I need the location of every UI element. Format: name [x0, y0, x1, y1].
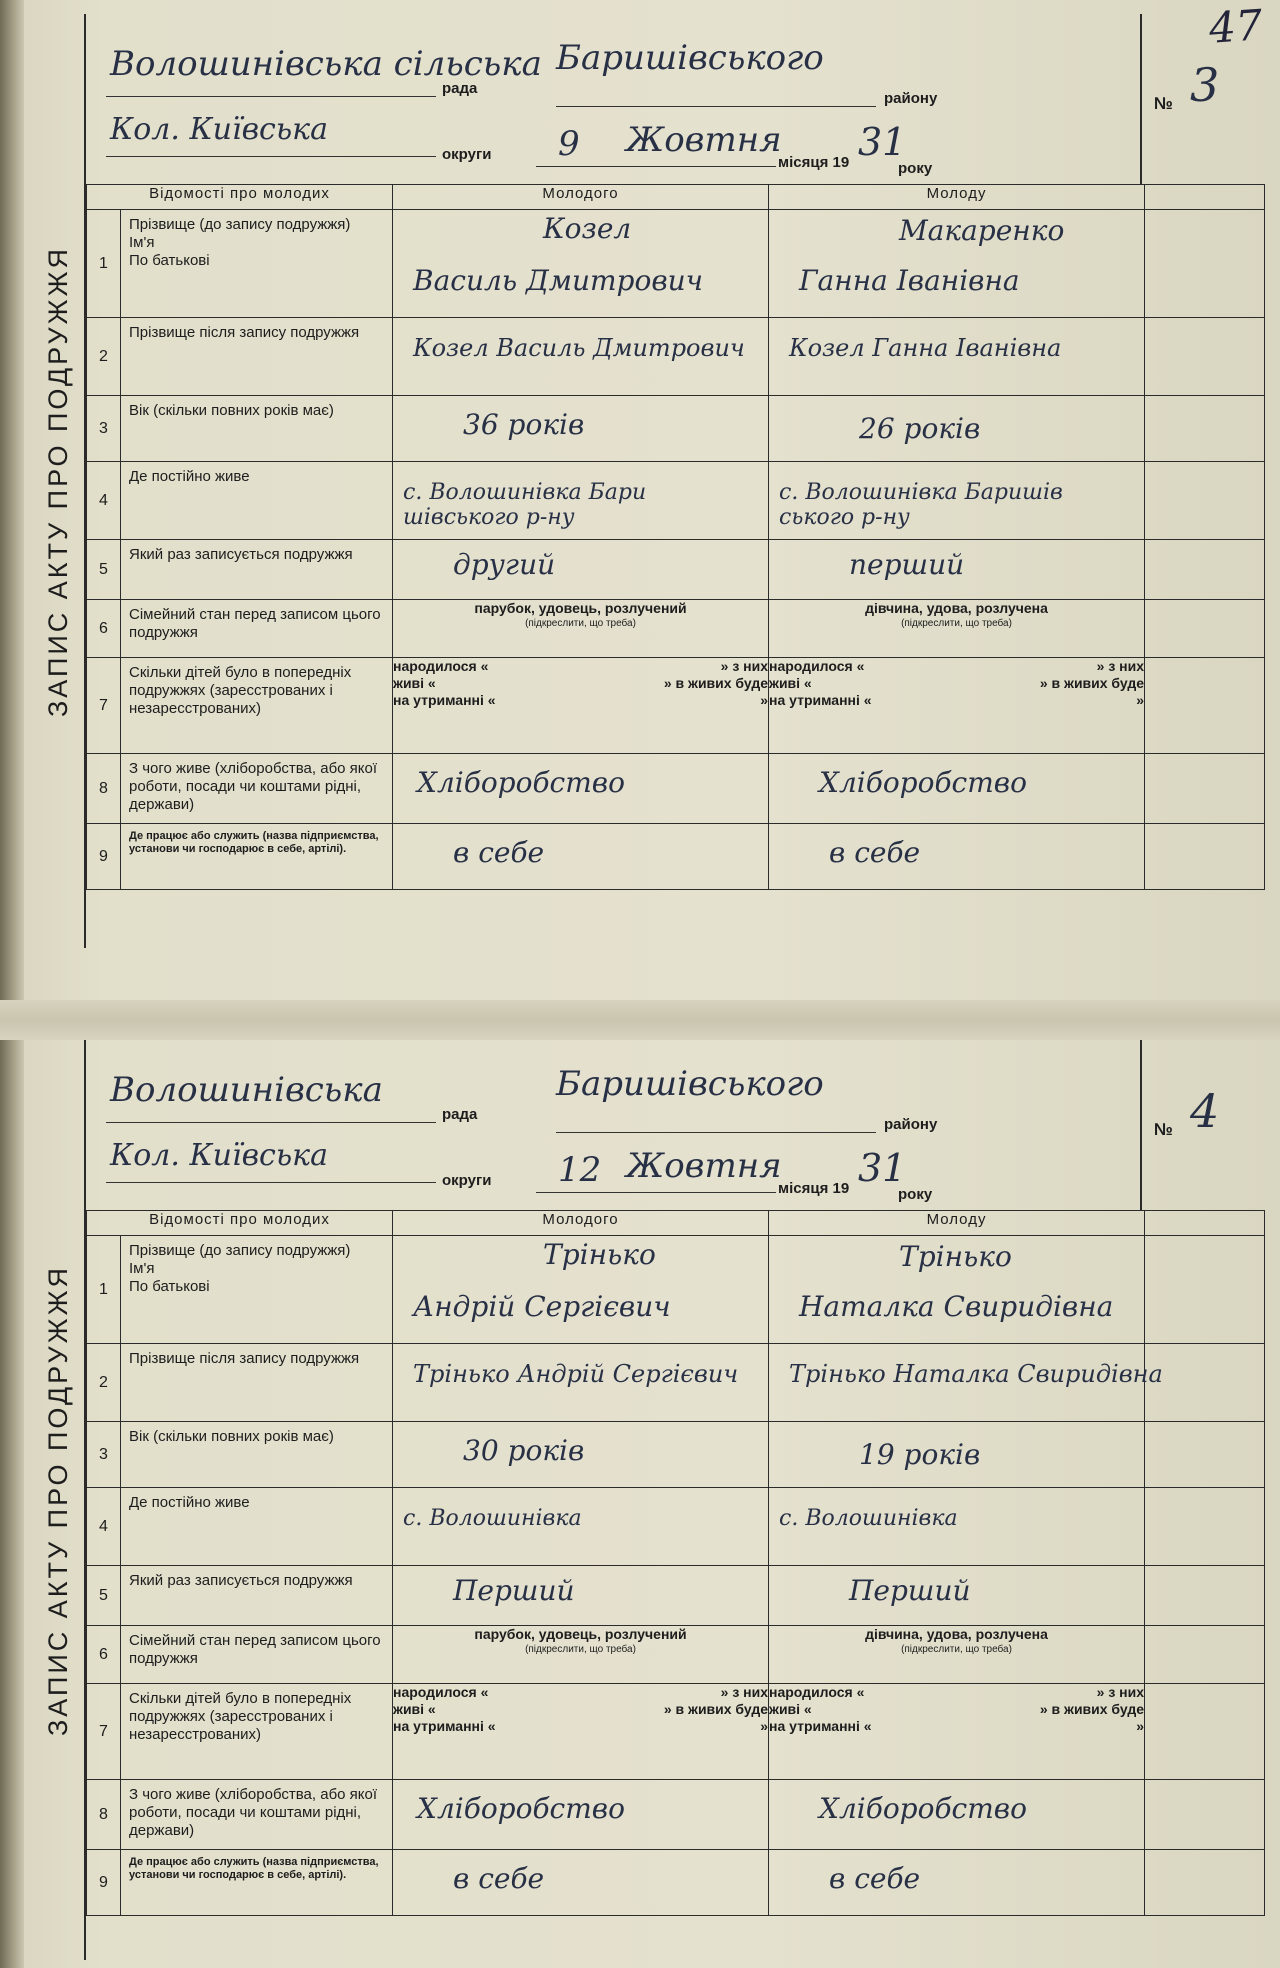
bride-surname-after: Козел Ганна Іванівна	[789, 334, 1062, 362]
col-header-groom: Молодого	[393, 185, 769, 210]
bride-status: дівчина, удова, розлучена (підкреслити, що треба)	[769, 1626, 1145, 1684]
col-header-groom: Молодого	[393, 1211, 769, 1236]
bride-marriage-count: перший	[849, 548, 965, 581]
rada-value: Волошинівська сільська	[110, 44, 542, 84]
row-label: Скільки дітей було в попередніх подружжях (заресстрованих і незаресстрованих)	[121, 658, 393, 754]
groom-workplace: в себе	[453, 836, 545, 869]
number-label: №	[1154, 94, 1173, 113]
year-label: року	[898, 160, 933, 177]
month-value: Жовтня	[626, 1146, 782, 1186]
row-label: Який раз записується подружжя	[121, 540, 393, 600]
month-label: місяця 19	[778, 1180, 850, 1197]
groom-residence: с. Волошинівка Бари шівського р-ну	[403, 480, 647, 530]
record-frame	[84, 1040, 1262, 1960]
record-header	[86, 14, 1262, 184]
groom-surname: Трінько	[543, 1238, 656, 1271]
row-label: Де постійно живе	[121, 462, 393, 540]
row-residence: 4 Де постійно живе с. Волошинівка Бари шівського р-ну с. Волошинівка Баришів ського р-ну	[87, 462, 1265, 540]
row-label: Скільки дітей було в попередніх подружжях (заресстрованих і незаресстрованих)	[121, 1684, 393, 1780]
groom-children: народилося « » з них живі « » в живих буде на утриманні « »	[393, 1684, 769, 1780]
book-binding	[0, 0, 24, 1968]
bride-residence: с. Волошинівка Баришів ського р-ну	[779, 480, 1063, 530]
row-label: Де працює або служить (назва підприємства, установи чи господарює в себе, артілі).	[121, 1850, 393, 1916]
row-label: Прізвище після запису подружжя	[121, 318, 393, 396]
row-occupation: 8 З чого живе (хліборобства, або якої роботи, посади чи коштами рідні, держави) Хліборобство Хліборобство	[87, 1780, 1265, 1850]
bride-workplace: в себе	[829, 1862, 921, 1895]
row-after: 2 Прізвище після запису подружжя Трінько Андрій Сергієвич Трінько Наталка Свиридівна	[87, 1344, 1265, 1422]
rayon-value: Баришівського	[556, 38, 824, 78]
okruh-value: Кол. Київська	[110, 112, 328, 147]
groom-name: Андрій Сергієвич	[413, 1290, 671, 1323]
record-table	[86, 184, 1265, 890]
row-children: 7 Скільки дітей було в попередніх подружжях (заресстрованих і незаресстрованих) народилося « » з них живі « » в живих буде на утриманні « » народилося « » з них живі « » в живих буде на утриманні « »	[87, 658, 1265, 754]
year-label: року	[898, 1186, 933, 1203]
record-header	[86, 1040, 1262, 1210]
row-label: З чого живе (хліборобства, або якої роботи, посади чи коштами рідні, держави)	[121, 1780, 393, 1850]
col-header-info: Відомості про молодих	[87, 185, 393, 210]
rayon-value: Баришівського	[556, 1064, 824, 1104]
bride-residence: с. Волошинівка	[779, 1506, 958, 1531]
bride-marriage-count: Перший	[849, 1574, 971, 1607]
row-status: 6 Сімейний стан перед записом цього подружжя парубок, удовець, розлучений (підкреслити, що треба) дівчина, удова, розлучена (підкреслити, що треба)	[87, 600, 1265, 658]
row-label: Де постійно живе	[121, 1488, 393, 1566]
record-frame	[84, 14, 1262, 948]
row-label: Сімейний стан перед записом цього подружжя	[121, 600, 393, 658]
year-value: 31	[858, 120, 907, 164]
groom-names	[393, 1236, 769, 1344]
bride-children: народилося « » з них живі « » в живих буде на утриманні « »	[769, 1684, 1145, 1780]
record-side-title	[34, 14, 84, 948]
bride-age: 19 років	[859, 1438, 981, 1471]
rada-label: рада	[442, 80, 478, 97]
bride-workplace: в себе	[829, 836, 921, 869]
row-time: 5 Який раз записується подружжя Перший Перший	[87, 1566, 1265, 1626]
bride-names	[769, 1236, 1145, 1344]
row-names: 1 Прізвище (до запису подружжя) Ім'я По батькові Козел Василь Дмитрович Макаренко Ганна Іванівна	[87, 210, 1265, 318]
marriage-record	[34, 1040, 1262, 1960]
row-age: 3 Вік (скільки повних років має) 30 років 19 років	[87, 1422, 1265, 1488]
groom-status: парубок, удовець, розлучений (підкреслити, що треба)	[393, 1626, 769, 1684]
groom-surname: Козел	[543, 212, 632, 245]
groom-children: народилося « » з них живі « » в живих буде на утриманні « »	[393, 658, 769, 754]
page-number: 47	[1206, 0, 1264, 53]
okruh-value: Кол. Київська	[110, 1138, 328, 1173]
bride-surname: Макаренко	[899, 214, 1065, 247]
bride-occupation: Хліборобство	[819, 766, 1027, 799]
row-label: Прізвище (до запису подружжя) Ім'я По батькові	[121, 210, 393, 318]
bride-occupation: Хліборобство	[819, 1792, 1027, 1825]
bride-age: 26 років	[859, 412, 981, 445]
side-title-text: ЗАПИС АКТУ ПРО ПОДРУЖЖЯ	[43, 245, 74, 717]
record-table	[86, 1210, 1265, 1916]
row-label: З чого живе (хліборобства, або якої роботи, посади чи коштами рідні, держави)	[121, 754, 393, 824]
groom-marriage-count: Перший	[453, 1574, 575, 1607]
row-label: Вік (скільки повних років має)	[121, 396, 393, 462]
bride-name: Ганна Іванівна	[799, 264, 1020, 297]
record-number: 4	[1190, 1084, 1220, 1138]
groom-marriage-count: другий	[453, 548, 556, 581]
row-label: Який раз записується подружжя	[121, 1566, 393, 1626]
row-time: 5 Який раз записується подружжя другий перший	[87, 540, 1265, 600]
rada-label: рада	[442, 1106, 478, 1123]
bride-children: народилося « » з них живі « » в живих буде на утриманні « »	[769, 658, 1145, 754]
row-children: 7 Скільки дітей було в попередніх подружжях (заресстрованих і незаресстрованих) народилося « » з них живі « » в живих буде на утриманні « » народилося « » з них живі « » в живих буде на утриманні « »	[87, 1684, 1265, 1780]
month-label: місяця 19	[778, 154, 850, 171]
col-header-bride: Молоду	[769, 185, 1145, 210]
row-names: 1 Прізвище (до запису подружжя) Ім'я По батькові Трінько Андрій Сергієвич Трінько Наталка Свиридівна	[87, 1236, 1265, 1344]
marriage-record	[34, 14, 1262, 948]
groom-names	[393, 210, 769, 318]
groom-age: 30 років	[463, 1434, 585, 1467]
number-label: №	[1154, 1120, 1173, 1139]
record-number: 3	[1190, 58, 1220, 112]
day-value: 12	[558, 1150, 602, 1190]
record-number-box	[1140, 1040, 1262, 1210]
bride-surname: Трінько	[899, 1240, 1012, 1273]
bride-names	[769, 210, 1145, 318]
day-value: 9	[558, 124, 580, 164]
bride-surname-after: Трінько Наталка Свиридівна	[789, 1360, 1163, 1388]
groom-occupation: Хліборобство	[417, 766, 625, 799]
groom-surname-after: Трінько Андрій Сергієвич	[413, 1360, 739, 1388]
row-status: 6 Сімейний стан перед записом цього подружжя парубок, удовець, розлучений (підкреслити, що треба) дівчина, удова, розлучена (підкреслити, що треба)	[87, 1626, 1265, 1684]
row-work: 9 Де працює або служить (назва підприємства, установи чи господарює в себе, артілі). в себе в себе	[87, 824, 1265, 890]
groom-occupation: Хліборобство	[417, 1792, 625, 1825]
side-title-text: ЗАПИС АКТУ ПРО ПОДРУЖЖЯ	[43, 1264, 74, 1736]
col-header-info: Відомості про молодих	[87, 1211, 393, 1236]
row-label: Прізвище (до запису подружжя) Ім'я По батькові	[121, 1236, 393, 1344]
groom-residence: с. Волошинівка	[403, 1506, 582, 1531]
record-number-box	[1140, 14, 1262, 184]
bride-status: дівчина, удова, розлучена (підкреслити, що треба)	[769, 600, 1145, 658]
rada-value: Волошинівська	[110, 1070, 383, 1110]
groom-surname-after: Козел Василь Дмитрович	[413, 334, 745, 362]
col-header-bride: Молоду	[769, 1211, 1145, 1236]
page-fold	[0, 1000, 1280, 1040]
row-label: Прізвище після запису подружжя	[121, 1344, 393, 1422]
okruh-label: округи	[442, 1172, 492, 1189]
row-work: 9 Де працює або служить (назва підприємства, установи чи господарює в себе, артілі). в себе в себе	[87, 1850, 1265, 1916]
row-label: Вік (скільки повних років має)	[121, 1422, 393, 1488]
year-value: 31	[858, 1146, 907, 1190]
month-value: Жовтня	[626, 120, 782, 160]
row-after: 2 Прізвище після запису подружжя Козел Василь Дмитрович Козел Ганна Іванівна	[87, 318, 1265, 396]
row-residence: 4 Де постійно живе с. Волошинівка с. Волошинівка	[87, 1488, 1265, 1566]
rayon-label: району	[884, 90, 938, 107]
groom-name: Василь Дмитрович	[413, 264, 704, 297]
record-side-title	[34, 1040, 84, 1960]
bride-name: Наталка Свиридівна	[799, 1290, 1114, 1323]
row-label: Де працює або служить (назва підприємства, установи чи господарює в себе, артілі).	[121, 824, 393, 890]
row-label: Сімейний стан перед записом цього подружжя	[121, 1626, 393, 1684]
okruh-label: округи	[442, 146, 492, 163]
groom-status: парубок, удовець, розлучений (підкреслити, що треба)	[393, 600, 769, 658]
groom-workplace: в себе	[453, 1862, 545, 1895]
groom-age: 36 років	[463, 408, 585, 441]
row-occupation: 8 З чого живе (хліборобства, або якої роботи, посади чи коштами рідні, держави) Хліборобство Хліборобство	[87, 754, 1265, 824]
row-age: 3 Вік (скільки повних років має) 36 років 26 років	[87, 396, 1265, 462]
rayon-label: району	[884, 1116, 938, 1133]
